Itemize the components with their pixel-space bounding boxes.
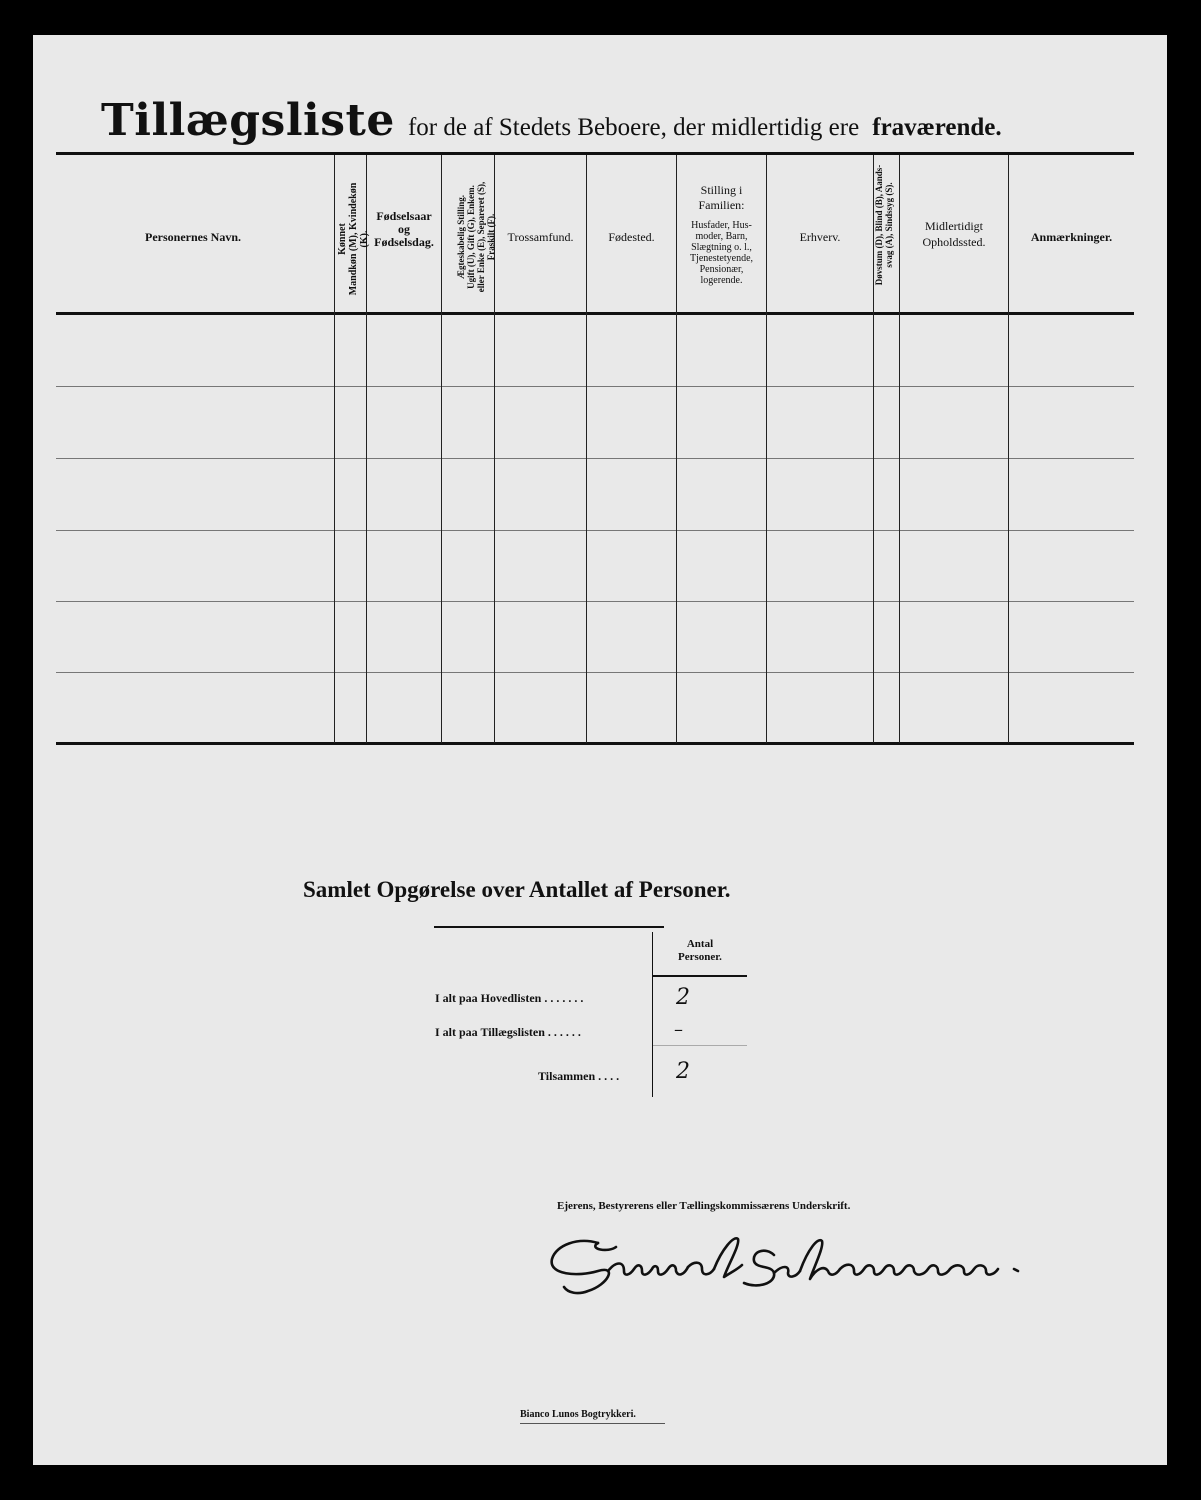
census-form-page xyxy=(33,35,1167,1465)
form-title xyxy=(101,95,1002,146)
signature-caption: Ejerens, Bestyrerens eller Tællingskommissærens Underskrift. xyxy=(557,1200,851,1212)
col-header-marital: Ægteskabelig Stilling. Ugift (U), Gift (G), Enkem. eller Enke (E), Separeret (S), Fraskilt (F). xyxy=(456,181,496,293)
col-header-sex: Kønnet Mandkøn (M), Kvindekøn (K). xyxy=(337,182,370,296)
col-header-family-position-detail: Husfader, Hus- moder, Barn, Slægtning o. l., Tjenestetyende, Pensionær, logerende. xyxy=(689,220,754,286)
summary-title: Samlet Opgørelse over Antallet af Personer. xyxy=(303,877,731,902)
col-header-name: Personernes Navn. xyxy=(145,230,241,244)
col-header-family-position: Stilling i Familien: xyxy=(698,183,745,212)
table-bottom-rule xyxy=(56,742,1134,745)
total-value: 2 xyxy=(676,1059,690,1084)
col-header-temp-residence: Midlertidigt Opholdssted. xyxy=(922,219,986,249)
column-divider xyxy=(334,155,335,743)
column-divider xyxy=(441,155,442,743)
main-list-value: 2 xyxy=(676,985,690,1010)
col-header-birthplace: Fødested. xyxy=(608,230,655,244)
summary-header-rule xyxy=(653,975,747,977)
col-header-religion: Trossamfund. xyxy=(507,230,574,244)
col-header-birth: Fødselsaar og Fødselsdag. xyxy=(374,209,434,249)
table-top-rule xyxy=(56,152,1134,155)
summary-column-divider xyxy=(652,932,653,1097)
table-row-line xyxy=(56,530,1134,531)
form-title-rest: for de af Stedets Beboere, der midlertidig ere xyxy=(407,114,860,141)
table-row-line xyxy=(56,672,1134,673)
printer-imprint: Bianco Lunos Bogtrykkeri. xyxy=(520,1409,636,1420)
col-header-remarks: Anmærkninger. xyxy=(1030,230,1113,244)
total-label: Tilsammen . . . . xyxy=(538,1069,620,1083)
table-row-line xyxy=(56,601,1134,602)
summary-top-rule xyxy=(434,926,664,928)
supplement-list-value: – xyxy=(674,1019,683,1040)
form-title-emphasis: fraværende. xyxy=(872,114,1002,141)
table-header-rule xyxy=(56,312,1134,315)
printer-underline xyxy=(520,1423,665,1424)
summary-row-line xyxy=(653,1045,747,1046)
summary-col-header: Antal Personer. xyxy=(678,938,722,963)
col-header-occupation: Erhverv. xyxy=(799,230,841,244)
supplement-list-label: I alt paa Tillægslisten . . . . . . xyxy=(435,1025,581,1039)
col-header-disability: Døvstum (D), Blind (B), Aands- svag (A), Sindssyg (S). xyxy=(874,164,894,286)
form-title-main: Tillægsliste xyxy=(101,95,395,146)
main-list-label: I alt paa Hovedlisten . . . . . . . xyxy=(435,991,584,1005)
table-row-line xyxy=(56,458,1134,459)
table-row-line xyxy=(56,386,1134,387)
handwritten-signature xyxy=(538,1225,1058,1315)
